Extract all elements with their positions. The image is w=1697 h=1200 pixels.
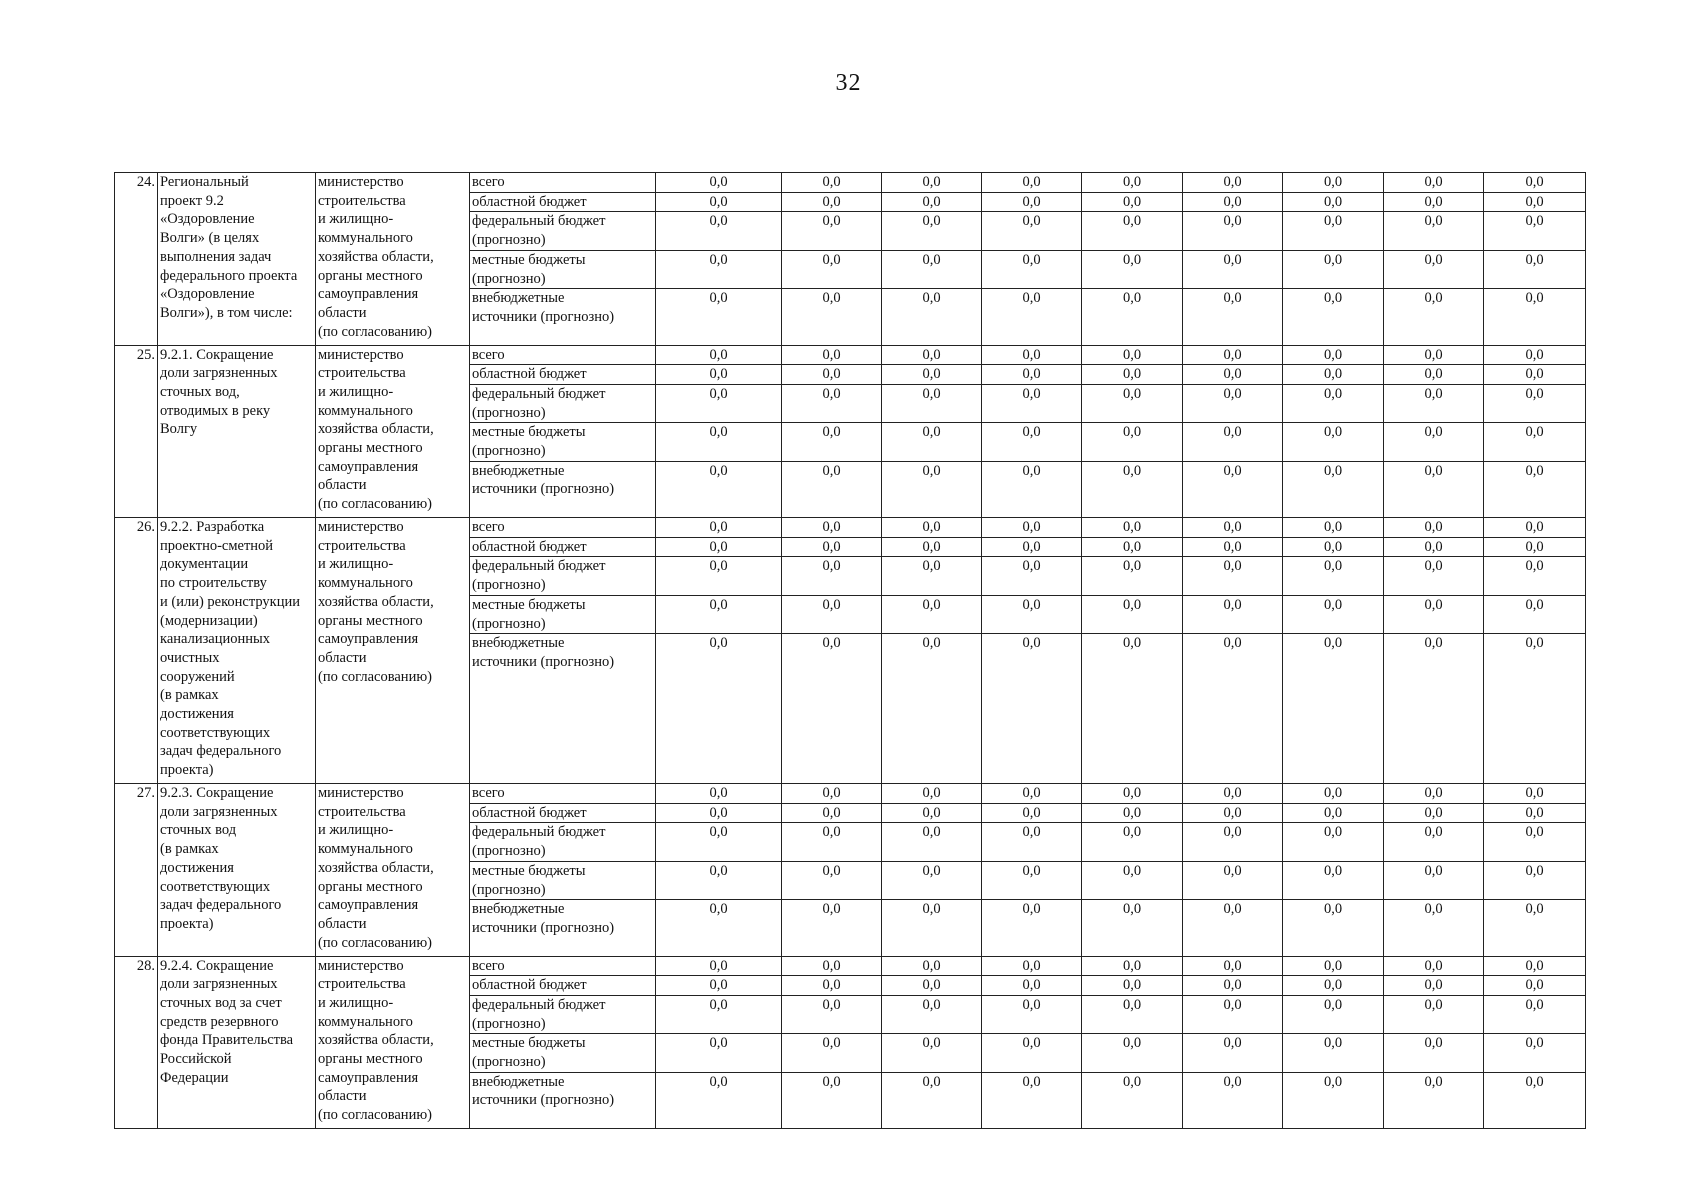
activity-name: 9.2.1. Сокращение доли загрязненных сточных вод, отводимых в реку Волгу xyxy=(158,345,316,518)
funding-value: 0,0 xyxy=(782,289,882,345)
funding-value: 0,0 xyxy=(1283,423,1384,461)
funding-source: внебюджетные источники (прогнозно) xyxy=(470,289,656,345)
funding-value: 0,0 xyxy=(982,995,1082,1033)
funding-value: 0,0 xyxy=(982,289,1082,345)
funding-value: 0,0 xyxy=(1384,861,1484,899)
funding-value: 0,0 xyxy=(1183,423,1283,461)
funding-value: 0,0 xyxy=(656,365,782,385)
funding-value: 0,0 xyxy=(1183,956,1283,976)
responsible-executor: министерство строительства и жилищно- коммунального хозяйства области, органы местного самоуправления области (по согласованию) xyxy=(316,784,470,957)
funding-value: 0,0 xyxy=(882,345,982,365)
funding-value: 0,0 xyxy=(1484,423,1586,461)
funding-value: 0,0 xyxy=(882,461,982,517)
row-number: 24. xyxy=(115,173,158,346)
activity-name: Региональный проект 9.2 «Оздоровление Волги» (в целях выполнения задач федерального проекта «Оздоровление Волги»), в том числе: xyxy=(158,173,316,346)
funding-value: 0,0 xyxy=(1283,537,1384,557)
funding-value: 0,0 xyxy=(656,557,782,595)
funding-value: 0,0 xyxy=(782,557,882,595)
funding-value: 0,0 xyxy=(1484,803,1586,823)
funding-value: 0,0 xyxy=(982,173,1082,193)
funding-value: 0,0 xyxy=(982,1072,1082,1128)
funding-source: внебюджетные источники (прогнозно) xyxy=(470,900,656,956)
funding-value: 0,0 xyxy=(982,212,1082,250)
funding-value: 0,0 xyxy=(982,250,1082,288)
funding-value: 0,0 xyxy=(1183,995,1283,1033)
funding-value: 0,0 xyxy=(1082,365,1183,385)
funding-value: 0,0 xyxy=(982,861,1082,899)
funding-value: 0,0 xyxy=(882,212,982,250)
table-row xyxy=(115,345,1586,365)
funding-value: 0,0 xyxy=(882,557,982,595)
funding-value: 0,0 xyxy=(1283,861,1384,899)
funding-value: 0,0 xyxy=(656,212,782,250)
funding-value: 0,0 xyxy=(882,192,982,212)
funding-value: 0,0 xyxy=(1384,345,1484,365)
row-number: 28. xyxy=(115,956,158,1129)
funding-value: 0,0 xyxy=(1283,634,1384,784)
funding-source: областной бюджет xyxy=(470,976,656,996)
funding-value: 0,0 xyxy=(782,192,882,212)
funding-source: внебюджетные источники (прогнозно) xyxy=(470,634,656,784)
funding-value: 0,0 xyxy=(882,595,982,633)
funding-value: 0,0 xyxy=(1082,557,1183,595)
funding-value: 0,0 xyxy=(1082,250,1183,288)
row-number: 26. xyxy=(115,518,158,784)
funding-value: 0,0 xyxy=(656,518,782,538)
funding-value: 0,0 xyxy=(982,365,1082,385)
funding-value: 0,0 xyxy=(782,995,882,1033)
funding-value: 0,0 xyxy=(1183,784,1283,804)
funding-value: 0,0 xyxy=(1384,212,1484,250)
funding-value: 0,0 xyxy=(982,461,1082,517)
funding-value: 0,0 xyxy=(656,192,782,212)
funding-value: 0,0 xyxy=(1082,595,1183,633)
funding-value: 0,0 xyxy=(1082,518,1183,538)
funding-value: 0,0 xyxy=(1384,384,1484,422)
funding-value: 0,0 xyxy=(1183,595,1283,633)
funding-value: 0,0 xyxy=(982,784,1082,804)
funding-value: 0,0 xyxy=(882,956,982,976)
funding-value: 0,0 xyxy=(1484,956,1586,976)
funding-value: 0,0 xyxy=(1484,173,1586,193)
funding-value: 0,0 xyxy=(882,250,982,288)
funding-value: 0,0 xyxy=(1183,1072,1283,1128)
funding-value: 0,0 xyxy=(782,537,882,557)
funding-value: 0,0 xyxy=(982,956,1082,976)
funding-value: 0,0 xyxy=(1384,900,1484,956)
funding-value: 0,0 xyxy=(882,365,982,385)
funding-value: 0,0 xyxy=(656,995,782,1033)
funding-value: 0,0 xyxy=(1183,1034,1283,1072)
funding-value: 0,0 xyxy=(982,976,1082,996)
funding-value: 0,0 xyxy=(1283,595,1384,633)
funding-value: 0,0 xyxy=(1082,823,1183,861)
funding-value: 0,0 xyxy=(882,861,982,899)
funding-value: 0,0 xyxy=(1082,900,1183,956)
funding-value: 0,0 xyxy=(1082,423,1183,461)
funding-value: 0,0 xyxy=(656,1072,782,1128)
funding-value: 0,0 xyxy=(1082,1072,1183,1128)
funding-value: 0,0 xyxy=(1082,345,1183,365)
funding-value: 0,0 xyxy=(982,518,1082,538)
funding-value: 0,0 xyxy=(1183,634,1283,784)
funding-source: федеральный бюджет (прогнозно) xyxy=(470,995,656,1033)
budget-table xyxy=(114,172,1586,1129)
funding-value: 0,0 xyxy=(1384,803,1484,823)
funding-value: 0,0 xyxy=(1283,345,1384,365)
funding-value: 0,0 xyxy=(882,784,982,804)
funding-value: 0,0 xyxy=(1082,995,1183,1033)
funding-value: 0,0 xyxy=(982,900,1082,956)
funding-value: 0,0 xyxy=(782,250,882,288)
funding-value: 0,0 xyxy=(782,595,882,633)
funding-value: 0,0 xyxy=(1484,976,1586,996)
funding-value: 0,0 xyxy=(782,345,882,365)
funding-value: 0,0 xyxy=(882,384,982,422)
funding-value: 0,0 xyxy=(1484,384,1586,422)
funding-source: местные бюджеты (прогнозно) xyxy=(470,1034,656,1072)
funding-value: 0,0 xyxy=(1484,365,1586,385)
funding-value: 0,0 xyxy=(782,365,882,385)
funding-value: 0,0 xyxy=(1283,461,1384,517)
funding-value: 0,0 xyxy=(1082,956,1183,976)
funding-value: 0,0 xyxy=(882,537,982,557)
funding-value: 0,0 xyxy=(656,384,782,422)
funding-value: 0,0 xyxy=(782,1034,882,1072)
funding-value: 0,0 xyxy=(982,595,1082,633)
funding-value: 0,0 xyxy=(882,1072,982,1128)
funding-value: 0,0 xyxy=(1384,595,1484,633)
funding-value: 0,0 xyxy=(1082,976,1183,996)
funding-value: 0,0 xyxy=(1183,900,1283,956)
funding-value: 0,0 xyxy=(1384,173,1484,193)
funding-value: 0,0 xyxy=(1082,803,1183,823)
funding-value: 0,0 xyxy=(1384,557,1484,595)
funding-value: 0,0 xyxy=(782,956,882,976)
funding-value: 0,0 xyxy=(1384,192,1484,212)
funding-value: 0,0 xyxy=(1082,861,1183,899)
responsible-executor: министерство строительства и жилищно- коммунального хозяйства области, органы местного самоуправления области (по согласованию) xyxy=(316,173,470,346)
funding-value: 0,0 xyxy=(1183,365,1283,385)
funding-value: 0,0 xyxy=(1484,192,1586,212)
funding-value: 0,0 xyxy=(1283,956,1384,976)
funding-value: 0,0 xyxy=(656,634,782,784)
funding-value: 0,0 xyxy=(1183,250,1283,288)
funding-value: 0,0 xyxy=(656,803,782,823)
funding-value: 0,0 xyxy=(1484,595,1586,633)
funding-value: 0,0 xyxy=(1183,557,1283,595)
funding-value: 0,0 xyxy=(1283,803,1384,823)
funding-value: 0,0 xyxy=(656,823,782,861)
funding-value: 0,0 xyxy=(1484,823,1586,861)
funding-value: 0,0 xyxy=(982,557,1082,595)
funding-value: 0,0 xyxy=(882,518,982,538)
activity-name: 9.2.2. Разработка проектно-сметной документации по строительству и (или) реконструкции (модернизации) канализационных очистных сооружений (в рамках достижения соответствующих задач федерального проекта) xyxy=(158,518,316,784)
funding-value: 0,0 xyxy=(782,212,882,250)
funding-value: 0,0 xyxy=(1484,289,1586,345)
funding-value: 0,0 xyxy=(1183,212,1283,250)
funding-value: 0,0 xyxy=(656,595,782,633)
funding-value: 0,0 xyxy=(656,461,782,517)
budget-table-body xyxy=(115,173,1586,1129)
funding-value: 0,0 xyxy=(982,634,1082,784)
funding-value: 0,0 xyxy=(1484,461,1586,517)
funding-value: 0,0 xyxy=(656,537,782,557)
funding-value: 0,0 xyxy=(1183,976,1283,996)
funding-value: 0,0 xyxy=(982,384,1082,422)
funding-value: 0,0 xyxy=(782,900,882,956)
funding-value: 0,0 xyxy=(1183,345,1283,365)
funding-source: внебюджетные источники (прогнозно) xyxy=(470,461,656,517)
funding-value: 0,0 xyxy=(782,518,882,538)
funding-value: 0,0 xyxy=(1183,384,1283,422)
funding-value: 0,0 xyxy=(656,345,782,365)
funding-value: 0,0 xyxy=(982,803,1082,823)
funding-value: 0,0 xyxy=(1283,1072,1384,1128)
funding-value: 0,0 xyxy=(1283,1034,1384,1072)
row-number: 27. xyxy=(115,784,158,957)
funding-value: 0,0 xyxy=(656,956,782,976)
responsible-executor: министерство строительства и жилищно- коммунального хозяйства области, органы местного самоуправления области (по согласованию) xyxy=(316,956,470,1129)
table-row xyxy=(115,784,1586,804)
funding-source: местные бюджеты (прогнозно) xyxy=(470,423,656,461)
funding-value: 0,0 xyxy=(1484,861,1586,899)
funding-value: 0,0 xyxy=(1283,250,1384,288)
funding-value: 0,0 xyxy=(782,803,882,823)
funding-value: 0,0 xyxy=(1384,784,1484,804)
table-row xyxy=(115,518,1586,538)
activity-name: 9.2.4. Сокращение доли загрязненных сточных вод за счет средств резервного фонда Правительства Российской Федерации xyxy=(158,956,316,1129)
funding-value: 0,0 xyxy=(1183,803,1283,823)
funding-value: 0,0 xyxy=(882,1034,982,1072)
funding-value: 0,0 xyxy=(1484,995,1586,1033)
funding-value: 0,0 xyxy=(982,537,1082,557)
row-number: 25. xyxy=(115,345,158,518)
funding-value: 0,0 xyxy=(1283,976,1384,996)
funding-source: местные бюджеты (прогнозно) xyxy=(470,861,656,899)
page-number: 32 xyxy=(835,70,862,96)
funding-value: 0,0 xyxy=(1183,518,1283,538)
funding-value: 0,0 xyxy=(982,1034,1082,1072)
funding-value: 0,0 xyxy=(782,823,882,861)
funding-value: 0,0 xyxy=(1082,1034,1183,1072)
funding-value: 0,0 xyxy=(1283,289,1384,345)
funding-value: 0,0 xyxy=(1384,365,1484,385)
funding-source: внебюджетные источники (прогнозно) xyxy=(470,1072,656,1128)
funding-value: 0,0 xyxy=(782,384,882,422)
funding-value: 0,0 xyxy=(1183,289,1283,345)
funding-value: 0,0 xyxy=(1384,634,1484,784)
funding-source: местные бюджеты (прогнозно) xyxy=(470,595,656,633)
funding-value: 0,0 xyxy=(1082,384,1183,422)
funding-value: 0,0 xyxy=(882,634,982,784)
funding-value: 0,0 xyxy=(1082,289,1183,345)
funding-value: 0,0 xyxy=(1384,823,1484,861)
funding-value: 0,0 xyxy=(1283,173,1384,193)
funding-value: 0,0 xyxy=(782,861,882,899)
funding-value: 0,0 xyxy=(1384,1034,1484,1072)
funding-value: 0,0 xyxy=(882,823,982,861)
funding-value: 0,0 xyxy=(1082,212,1183,250)
funding-value: 0,0 xyxy=(1384,289,1484,345)
funding-source: всего xyxy=(470,956,656,976)
funding-value: 0,0 xyxy=(1484,1034,1586,1072)
funding-value: 0,0 xyxy=(882,803,982,823)
funding-value: 0,0 xyxy=(1384,995,1484,1033)
funding-value: 0,0 xyxy=(1283,212,1384,250)
funding-value: 0,0 xyxy=(1384,976,1484,996)
funding-value: 0,0 xyxy=(656,289,782,345)
funding-value: 0,0 xyxy=(782,423,882,461)
funding-value: 0,0 xyxy=(1183,461,1283,517)
funding-value: 0,0 xyxy=(782,976,882,996)
funding-value: 0,0 xyxy=(882,423,982,461)
funding-value: 0,0 xyxy=(1283,192,1384,212)
funding-source: федеральный бюджет (прогнозно) xyxy=(470,557,656,595)
funding-value: 0,0 xyxy=(1484,345,1586,365)
funding-value: 0,0 xyxy=(1384,1072,1484,1128)
funding-value: 0,0 xyxy=(656,784,782,804)
funding-value: 0,0 xyxy=(1384,956,1484,976)
funding-value: 0,0 xyxy=(1283,518,1384,538)
funding-source: всего xyxy=(470,173,656,193)
funding-value: 0,0 xyxy=(782,634,882,784)
funding-source: всего xyxy=(470,345,656,365)
funding-value: 0,0 xyxy=(1484,784,1586,804)
funding-value: 0,0 xyxy=(1183,173,1283,193)
funding-value: 0,0 xyxy=(1484,250,1586,288)
funding-value: 0,0 xyxy=(882,900,982,956)
funding-value: 0,0 xyxy=(1283,365,1384,385)
funding-value: 0,0 xyxy=(982,192,1082,212)
funding-value: 0,0 xyxy=(782,784,882,804)
funding-value: 0,0 xyxy=(1484,900,1586,956)
funding-value: 0,0 xyxy=(656,861,782,899)
funding-source: областной бюджет xyxy=(470,192,656,212)
funding-value: 0,0 xyxy=(1082,784,1183,804)
funding-value: 0,0 xyxy=(782,173,882,193)
funding-value: 0,0 xyxy=(1384,518,1484,538)
funding-value: 0,0 xyxy=(1283,995,1384,1033)
funding-value: 0,0 xyxy=(1183,192,1283,212)
funding-value: 0,0 xyxy=(982,423,1082,461)
table-row xyxy=(115,173,1586,193)
funding-value: 0,0 xyxy=(656,250,782,288)
funding-source: всего xyxy=(470,784,656,804)
funding-value: 0,0 xyxy=(1082,192,1183,212)
funding-value: 0,0 xyxy=(1283,823,1384,861)
funding-source: федеральный бюджет (прогнозно) xyxy=(470,212,656,250)
activity-name: 9.2.3. Сокращение доли загрязненных сточных вод (в рамках достижения соответствующих задач федерального проекта) xyxy=(158,784,316,957)
funding-value: 0,0 xyxy=(982,823,1082,861)
funding-value: 0,0 xyxy=(1183,537,1283,557)
funding-value: 0,0 xyxy=(656,976,782,996)
funding-value: 0,0 xyxy=(1283,900,1384,956)
responsible-executor: министерство строительства и жилищно- коммунального хозяйства области, органы местного самоуправления области (по согласованию) xyxy=(316,518,470,784)
funding-value: 0,0 xyxy=(882,976,982,996)
funding-value: 0,0 xyxy=(982,345,1082,365)
funding-source: всего xyxy=(470,518,656,538)
funding-source: областной бюджет xyxy=(470,365,656,385)
funding-value: 0,0 xyxy=(1484,518,1586,538)
funding-value: 0,0 xyxy=(1082,537,1183,557)
table-row xyxy=(115,956,1586,976)
funding-value: 0,0 xyxy=(1484,634,1586,784)
funding-value: 0,0 xyxy=(882,173,982,193)
funding-value: 0,0 xyxy=(782,461,882,517)
funding-value: 0,0 xyxy=(1484,557,1586,595)
funding-source: областной бюджет xyxy=(470,803,656,823)
funding-value: 0,0 xyxy=(1183,861,1283,899)
funding-value: 0,0 xyxy=(1183,823,1283,861)
funding-value: 0,0 xyxy=(1082,461,1183,517)
funding-value: 0,0 xyxy=(1384,250,1484,288)
funding-value: 0,0 xyxy=(1384,537,1484,557)
funding-value: 0,0 xyxy=(782,1072,882,1128)
funding-value: 0,0 xyxy=(1384,461,1484,517)
funding-value: 0,0 xyxy=(1484,1072,1586,1128)
funding-source: федеральный бюджет (прогнозно) xyxy=(470,384,656,422)
funding-value: 0,0 xyxy=(1283,557,1384,595)
funding-value: 0,0 xyxy=(882,289,982,345)
funding-value: 0,0 xyxy=(1082,634,1183,784)
responsible-executor: министерство строительства и жилищно- коммунального хозяйства области, органы местного самоуправления области (по согласованию) xyxy=(316,345,470,518)
funding-value: 0,0 xyxy=(1384,423,1484,461)
funding-value: 0,0 xyxy=(656,900,782,956)
funding-value: 0,0 xyxy=(656,1034,782,1072)
funding-source: областной бюджет xyxy=(470,537,656,557)
funding-value: 0,0 xyxy=(882,995,982,1033)
funding-value: 0,0 xyxy=(1484,212,1586,250)
funding-source: местные бюджеты (прогнозно) xyxy=(470,250,656,288)
funding-value: 0,0 xyxy=(1484,537,1586,557)
funding-source: федеральный бюджет (прогнозно) xyxy=(470,823,656,861)
funding-value: 0,0 xyxy=(1283,384,1384,422)
funding-value: 0,0 xyxy=(1283,784,1384,804)
funding-value: 0,0 xyxy=(656,173,782,193)
funding-value: 0,0 xyxy=(656,423,782,461)
funding-value: 0,0 xyxy=(1082,173,1183,193)
